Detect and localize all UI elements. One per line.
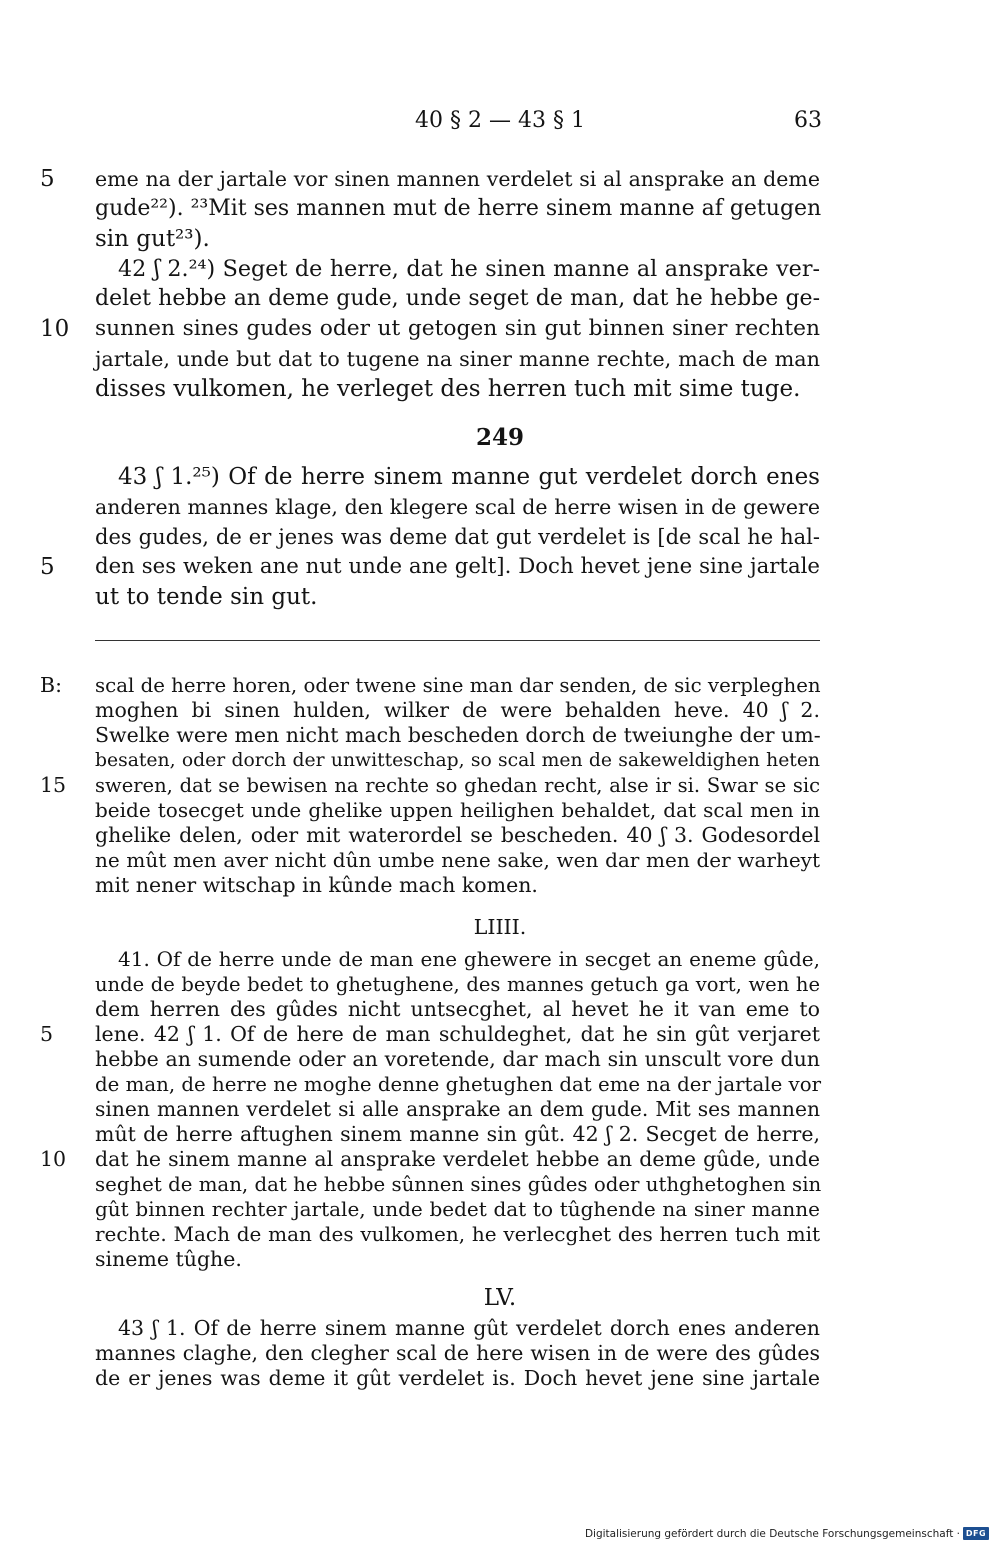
apparatus-line: unde de beyde bedet to ghetughene, des mannes getuch ga vort, wen he	[95, 973, 820, 996]
chapter-heading: LIIII.	[473, 915, 527, 939]
apparatus-line: sinen mannen verdelet si alle ansprake an dem gude. Mit ses mannen	[95, 1097, 820, 1121]
apparatus-line: rechte. Mach de man des vulkomen, he verlecghet des herren tuch mit	[95, 1222, 820, 1246]
text-line: des gudes, de er jenes was deme dat gut verdelet is [de scal he hal-	[95, 525, 820, 549]
text-line: jartale, unde but dat to tugene na siner manne rechte, mach de man	[95, 347, 820, 371]
line-number: 10	[40, 316, 70, 342]
apparatus-line: mût de herre aftughen sinem manne sin gût. 42 ʃ 2. Secget de herre,	[95, 1122, 820, 1146]
apparatus-line: beide tosecget unde ghelike uppen heilighen behaldet, dat scal men in	[95, 798, 820, 822]
apparatus-line: mit nener witschap in kûnde mach komen.	[95, 873, 538, 897]
apparatus-line: 43 ʃ 1. Of de herre sinem manne gût verdelet dorch enes anderen	[118, 1316, 820, 1340]
apparatus-siglum: B:	[40, 673, 62, 697]
apparatus-line: Swelke were men nicht mach bescheden dorch de tweiunghe der um-	[95, 723, 821, 747]
running-head	[0, 106, 1000, 136]
apparatus-line: gût binnen rechter jartale, unde bedet dat to tûghende na siner manne	[95, 1197, 820, 1221]
apparatus-line: dat he sinem manne al ansprake verdelet hebbe an deme gûde, unde	[95, 1147, 820, 1171]
apparatus-line: hebbe an sumende oder an voretende, dar mach sin unscult vore dun	[95, 1047, 820, 1071]
separator-rule	[95, 640, 820, 641]
apparatus-line: mannes claghe, den clegher scal de here wisen in de were des gûdes	[95, 1341, 820, 1365]
line-number: 10	[40, 1147, 67, 1171]
text-line: ut to tende sin gut.	[95, 584, 318, 610]
apparatus-line: de man, de herre ne moghe denne ghetughen dat eme na der jartale vor	[95, 1073, 822, 1096]
apparatus-line: 41. Of de herre unde de man ene ghewere in secget an eneme gûde,	[118, 947, 820, 971]
text-line: gude²²). ²³Mit ses mannen mut de herre sinem manne af getugen	[95, 196, 822, 221]
text-line: delet hebbe an deme gude, unde seget de man, dat he hebbe ge-	[95, 286, 820, 311]
apparatus-line: lene. 42 ʃ 1. Of de here de man schuldeghet, dat he sin gût verjaret	[95, 1022, 820, 1046]
apparatus-line: besaten, oder dorch der unwitteschap, so scal men de sakeweldighen heten	[95, 750, 820, 771]
text-line: sin gut²³).	[95, 226, 210, 252]
line-number: 5	[40, 554, 55, 580]
page-number: 63	[794, 108, 822, 133]
chapter-heading: LV.	[483, 1285, 517, 1311]
text-line: sunnen sines gudes oder ut getogen sin gut binnen siner rechten	[95, 316, 820, 341]
text-line: anderen mannes klage, den klegere scal de herre wisen in de gewere	[95, 495, 820, 519]
apparatus-line: ghelike delen, oder mit waterordel se bescheden. 40 ʃ 3. Godesordel	[95, 823, 820, 847]
text-line: 43 ʃ 1.²⁵) Of de herre sinem manne gut verdelet dorch enes	[118, 464, 820, 490]
apparatus-line: dem herren des gûdes nicht untsecghet, al hevet he it van eme to	[95, 997, 820, 1021]
text-line: eme na der jartale vor sinen mannen verdelet si al ansprake an deme	[95, 167, 820, 191]
article-number: 249	[475, 424, 524, 451]
text-line: den ses weken ane nut unde ane gelt]. Doch hevet jene sine jartale	[95, 554, 820, 579]
apparatus-line: de er jenes was deme it gût verdelet is. Doch hevet jene sine jartale	[95, 1366, 820, 1390]
apparatus-line: sweren, dat se bewisen na rechte so ghedan recht, alse ir si. Swar se sic	[95, 774, 820, 797]
dfg-logo-icon: DFG	[963, 1527, 989, 1540]
apparatus-line: sineme tûghe.	[95, 1247, 242, 1271]
running-title: 40 § 2 — 43 § 1	[415, 108, 585, 133]
text-line: disses vulkomen, he verleget des herren tuch mit sime tuge.	[95, 376, 801, 402]
apparatus-line: seghet de man, dat he hebbe sûnnen sines gûdes oder uthghetoghen sin	[95, 1173, 822, 1196]
text-line: 42 ʃ 2.²⁴) Seget de herre, dat he sinen manne al ansprake ver-	[118, 256, 820, 282]
apparatus-line: scal de herre horen, oder twene sine man dar senden, de sic verpleghen	[95, 674, 821, 697]
apparatus-line: moghen bi sinen hulden, wilker de were behalden heve. 40 ʃ 2.	[95, 698, 820, 722]
line-number: 15	[40, 773, 67, 797]
digitization-credit: Digitalisierung gefördert durch die Deutsche Forschungsgemeinschaft ·	[584, 1528, 960, 1540]
line-number: 5	[40, 166, 55, 192]
apparatus-line: ne mût men aver nicht dûn umbe nene sake, wen dar men der warheyt	[95, 848, 820, 872]
line-number: 5	[40, 1022, 54, 1046]
